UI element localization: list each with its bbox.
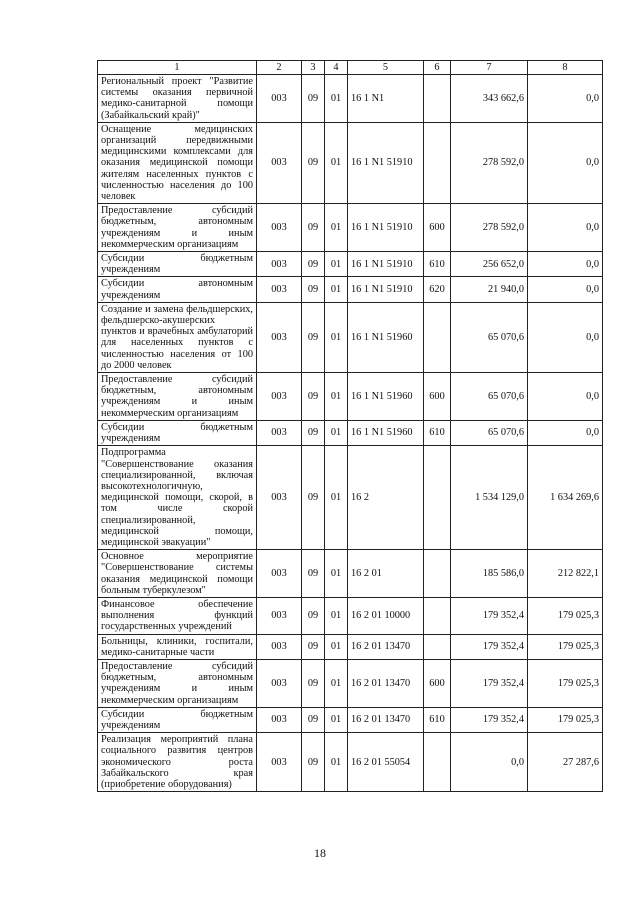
amount-year2-cell: 179 025,3 — [528, 597, 603, 634]
column-header: 4 — [325, 61, 348, 75]
row-name-cell: Региональный проект "Развитие системы оказания первичной медико-санитарной помощи (Забайкальский край)" — [98, 75, 257, 123]
subsection-code-cell: 01 — [325, 373, 348, 421]
row-name-cell: Основное мероприятие "Совершенствование системы оказания медицинской помощи больным туберкулезом" — [98, 550, 257, 598]
amount-year1-cell: 343 662,6 — [451, 75, 528, 123]
expense-type-cell — [424, 75, 451, 123]
section-code-cell: 09 — [302, 204, 325, 252]
target-article-cell: 16 2 01 — [348, 550, 424, 598]
amount-year2-cell: 212 822,1 — [528, 550, 603, 598]
expense-type-cell: 610 — [424, 252, 451, 277]
target-article-cell: 16 2 01 13470 — [348, 707, 424, 732]
row-name-cell: Предоставление субсидий бюджетным, автономным учреждениям и иным некоммерческим организациям — [98, 204, 257, 252]
amount-year1-cell: 65 070,6 — [451, 302, 528, 372]
amount-year1-cell: 0,0 — [451, 733, 528, 792]
expense-type-cell: 620 — [424, 277, 451, 302]
expense-type-cell — [424, 302, 451, 372]
section-code-cell: 09 — [302, 550, 325, 598]
amount-year1-cell: 256 652,0 — [451, 252, 528, 277]
section-code-cell: 09 — [302, 373, 325, 421]
row-name-cell: Подпрограмма "Совершенствование оказания специализированной, включая высокотехнологичную, медицинской помощи, скорой, в том числе скорой специализированной, медицинской помощи, медицинской эвакуации" — [98, 446, 257, 550]
expense-type-cell: 610 — [424, 707, 451, 732]
expense-type-cell — [424, 634, 451, 659]
row-name-cell: Создание и замена фельдшерских, фельдшерско-акушерских пунктов и врачебных амбулаторий для населенных пунктов с численностью населения от 100 до 2000 человек — [98, 302, 257, 372]
column-header: 1 — [98, 61, 257, 75]
section-code-cell: 09 — [302, 302, 325, 372]
section-code-cell: 09 — [302, 75, 325, 123]
admin-code-cell: 003 — [257, 373, 302, 421]
subsection-code-cell: 01 — [325, 733, 348, 792]
section-code-cell: 09 — [302, 122, 325, 203]
page-number: 18 — [314, 846, 326, 860]
amount-year2-cell: 0,0 — [528, 122, 603, 203]
target-article-cell: 16 2 01 55054 — [348, 733, 424, 792]
amount-year1-cell: 278 592,0 — [451, 122, 528, 203]
amount-year2-cell: 0,0 — [528, 420, 603, 445]
subsection-code-cell: 01 — [325, 550, 348, 598]
subsection-code-cell: 01 — [325, 277, 348, 302]
amount-year2-cell: 0,0 — [528, 373, 603, 421]
target-article-cell: 16 1 N1 51910 — [348, 252, 424, 277]
row-name-cell: Реализация мероприятий плана социального развития центров экономического роста Забайкальского края (приобретение оборудования) — [98, 733, 257, 792]
section-code-cell: 09 — [302, 420, 325, 445]
target-article-cell: 16 2 01 13470 — [348, 659, 424, 707]
subsection-code-cell: 01 — [325, 446, 348, 550]
target-article-cell: 16 2 01 10000 — [348, 597, 424, 634]
row-name-cell: Субсидии бюджетным учреждениям — [98, 707, 257, 732]
amount-year1-cell: 179 352,4 — [451, 707, 528, 732]
budget-table — [97, 60, 603, 792]
column-header: 5 — [348, 61, 424, 75]
target-article-cell: 16 1 N1 51960 — [348, 420, 424, 445]
section-code-cell: 09 — [302, 707, 325, 732]
amount-year1-cell: 185 586,0 — [451, 550, 528, 598]
column-header: 3 — [302, 61, 325, 75]
amount-year1-cell: 179 352,4 — [451, 634, 528, 659]
expense-type-cell: 610 — [424, 420, 451, 445]
section-code-cell: 09 — [302, 277, 325, 302]
amount-year2-cell: 179 025,3 — [528, 634, 603, 659]
table-row — [98, 252, 603, 277]
table-row — [98, 122, 603, 203]
table-row — [98, 707, 603, 732]
amount-year1-cell: 65 070,6 — [451, 373, 528, 421]
table-body — [98, 75, 603, 792]
target-article-cell: 16 1 N1 51960 — [348, 302, 424, 372]
section-code-cell: 09 — [302, 733, 325, 792]
admin-code-cell: 003 — [257, 75, 302, 123]
expense-type-cell — [424, 446, 451, 550]
section-code-cell: 09 — [302, 634, 325, 659]
admin-code-cell: 003 — [257, 302, 302, 372]
amount-year1-cell: 21 940,0 — [451, 277, 528, 302]
target-article-cell: 16 1 N1 51960 — [348, 373, 424, 421]
target-article-cell: 16 2 01 13470 — [348, 634, 424, 659]
subsection-code-cell: 01 — [325, 302, 348, 372]
row-name-cell: Предоставление субсидий бюджетным, автономным учреждениям и иным некоммерческим организациям — [98, 659, 257, 707]
row-name-cell: Субсидии бюджетным учреждениям — [98, 252, 257, 277]
section-code-cell: 09 — [302, 252, 325, 277]
subsection-code-cell: 01 — [325, 659, 348, 707]
amount-year2-cell: 0,0 — [528, 75, 603, 123]
admin-code-cell: 003 — [257, 420, 302, 445]
admin-code-cell: 003 — [257, 277, 302, 302]
table-row — [98, 659, 603, 707]
table-row — [98, 550, 603, 598]
table-row — [98, 277, 603, 302]
row-name-cell: Финансовое обеспечение выполнения функций государственных учреждений — [98, 597, 257, 634]
amount-year1-cell: 179 352,4 — [451, 597, 528, 634]
table-row — [98, 733, 603, 792]
admin-code-cell: 003 — [257, 204, 302, 252]
subsection-code-cell: 01 — [325, 420, 348, 445]
column-header: 2 — [257, 61, 302, 75]
amount-year2-cell: 179 025,3 — [528, 659, 603, 707]
table-row — [98, 446, 603, 550]
target-article-cell: 16 1 N1 51910 — [348, 204, 424, 252]
column-header: 6 — [424, 61, 451, 75]
column-header: 8 — [528, 61, 603, 75]
admin-code-cell: 003 — [257, 550, 302, 598]
target-article-cell: 16 2 — [348, 446, 424, 550]
table-row — [98, 302, 603, 372]
admin-code-cell: 003 — [257, 659, 302, 707]
section-code-cell: 09 — [302, 446, 325, 550]
amount-year1-cell: 179 352,4 — [451, 659, 528, 707]
subsection-code-cell: 01 — [325, 634, 348, 659]
table-row — [98, 75, 603, 123]
admin-code-cell: 003 — [257, 733, 302, 792]
target-article-cell: 16 1 N1 51910 — [348, 277, 424, 302]
subsection-code-cell: 01 — [325, 597, 348, 634]
section-code-cell: 09 — [302, 597, 325, 634]
table-row — [98, 420, 603, 445]
table-row — [98, 597, 603, 634]
table-row — [98, 204, 603, 252]
section-code-cell: 09 — [302, 659, 325, 707]
amount-year2-cell: 0,0 — [528, 204, 603, 252]
admin-code-cell: 003 — [257, 252, 302, 277]
column-header: 7 — [451, 61, 528, 75]
admin-code-cell: 003 — [257, 122, 302, 203]
admin-code-cell: 003 — [257, 446, 302, 550]
amount-year2-cell: 1 634 269,6 — [528, 446, 603, 550]
amount-year1-cell: 65 070,6 — [451, 420, 528, 445]
row-name-cell: Предоставление субсидий бюджетным, автономным учреждениям и иным некоммерческим организациям — [98, 373, 257, 421]
admin-code-cell: 003 — [257, 634, 302, 659]
subsection-code-cell: 01 — [325, 707, 348, 732]
target-article-cell: 16 1 N1 51910 — [348, 122, 424, 203]
expense-type-cell: 600 — [424, 659, 451, 707]
amount-year2-cell: 0,0 — [528, 302, 603, 372]
subsection-code-cell: 01 — [325, 75, 348, 123]
expense-type-cell — [424, 733, 451, 792]
admin-code-cell: 003 — [257, 707, 302, 732]
amount-year1-cell: 1 534 129,0 — [451, 446, 528, 550]
table-header-row — [98, 61, 603, 75]
table-row — [98, 634, 603, 659]
row-name-cell: Субсидии автономным учреждениям — [98, 277, 257, 302]
row-name-cell: Больницы, клиники, госпитали, медико-санитарные части — [98, 634, 257, 659]
table-row — [98, 373, 603, 421]
amount-year2-cell: 0,0 — [528, 277, 603, 302]
amount-year2-cell: 0,0 — [528, 252, 603, 277]
amount-year2-cell: 179 025,3 — [528, 707, 603, 732]
subsection-code-cell: 01 — [325, 204, 348, 252]
amount-year2-cell: 27 287,6 — [528, 733, 603, 792]
expense-type-cell — [424, 597, 451, 634]
expense-type-cell: 600 — [424, 373, 451, 421]
admin-code-cell: 003 — [257, 597, 302, 634]
expense-type-cell: 600 — [424, 204, 451, 252]
row-name-cell: Субсидии бюджетным учреждениям — [98, 420, 257, 445]
subsection-code-cell: 01 — [325, 252, 348, 277]
subsection-code-cell: 01 — [325, 122, 348, 203]
row-name-cell: Оснащение медицинских организаций передвижными медицинскими комплексами для оказания медицинской помощи жителям населенных пунктов с численностью населения до 100 человек — [98, 122, 257, 203]
amount-year1-cell: 278 592,0 — [451, 204, 528, 252]
expense-type-cell — [424, 550, 451, 598]
target-article-cell: 16 1 N1 — [348, 75, 424, 123]
expense-type-cell — [424, 122, 451, 203]
